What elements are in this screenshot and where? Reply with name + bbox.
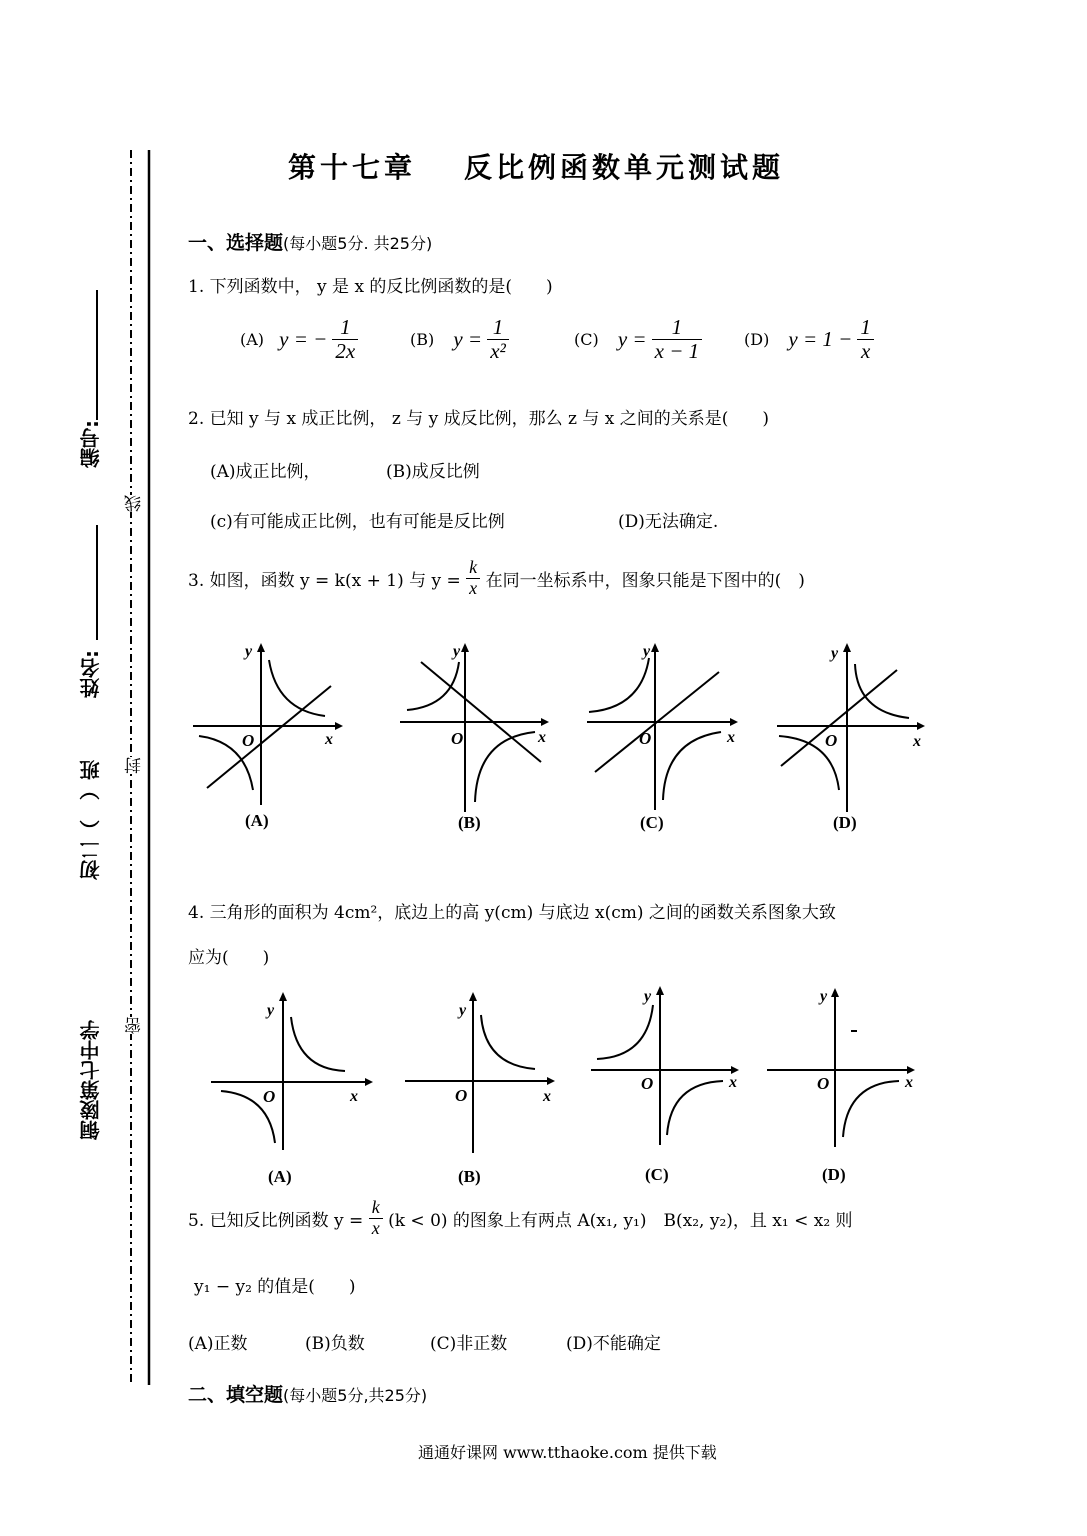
q2-option-a: (A)成正比例， [210,462,321,482]
section2-label: 二、填空题 [188,1384,284,1406]
section1-label: 一、选择题 [188,232,284,254]
q2-stem: 2. 已知 y 与 x 成正比例， z 与 y 成反比例，那么 z 与 x 之间的关系是( ) [188,409,770,429]
svg-text:x: x [543,1088,551,1105]
q4-graph-a [211,992,373,1150]
svg-text:O: O [263,1087,276,1106]
svg-text:x: x [325,731,333,748]
q5-stem-line2: y₁ − y₂ 的值是( ) [194,1277,356,1297]
q5-stem: 5. 已知反比例函数 y = $\frac{k}{x}$ (k < 0) 的图象上有两点 A(x₁, y₁) B(x₂, y₂)，且 x₁ < x₂ 则 [188,1197,853,1238]
svg-text:x: x [913,733,921,750]
q4-graph-d [767,988,915,1147]
number-label: 编号: [79,420,103,468]
q3-graph-b [400,643,549,812]
svg-text:y: y [453,643,461,660]
q1-option-a: (A) y = − $\frac{1}{2x}$ [240,316,358,363]
title-name: 反比例函数单元测试题 [464,151,785,184]
svg-text:y: y [831,645,839,662]
footer-credit: 通通好课网 www.tthaoke.com 提供下载 [418,1443,717,1462]
svg-text:y: y [820,988,828,1005]
svg-text:y: y [459,1002,467,1019]
q1-option-b: (B) y = $\frac{1}{\text{x²}}$ [410,316,509,363]
q4-stem-line2: 应为( ) [188,948,270,968]
q4-graph-c [591,986,739,1145]
title-chapter: 第十七章 [288,151,417,184]
q4-label-c: (C) [645,1165,669,1184]
q2-option-d: (D)无法确定. [618,512,719,532]
section1-note: (每小题5分. 共25分) [283,234,433,253]
svg-text:y: y [643,643,651,660]
q1-option-c: (C) y = $\frac{1}{x - 1}$ [574,316,702,363]
q5-option-d: (D)不能确定 [566,1334,661,1354]
svg-text:O: O [817,1074,830,1093]
q3-graphs [185,640,945,840]
svg-text:x: x [905,1074,913,1091]
section2-heading [188,1380,427,1407]
q3-label-c: (C) [640,813,664,832]
svg-text:O: O [825,731,838,750]
svg-text:x: x [729,1074,737,1091]
svg-text:x: x [727,729,735,746]
svg-text:O: O [455,1086,468,1105]
q2-option-c: (c)有可能成正比例，也有可能是反比例 [210,512,505,532]
svg-text:y: y [267,1002,275,1019]
binding-margin [0,0,160,1536]
q1-option-d: (D) y = 1 − $\frac{1}{x}$ [744,316,874,363]
svg-text:O: O [639,729,652,748]
q3-stem: 3. 如图，函数 y = k(x + 1) 与 y = $\frac{k}{x}$ 在同一坐标系中，图象只能是下图中的( ) [188,557,805,598]
svg-text:x: x [538,729,546,746]
q1-stem: 1. 下列函数中， y 是 x 的反比例函数的是( ) [188,277,553,297]
q4-graphs [205,985,945,1160]
q2-option-b: (B)成反比例 [386,462,480,482]
svg-text:O: O [641,1074,654,1093]
q3-label-d: (D) [833,813,857,832]
seal-line-label: 线 [122,495,147,512]
q5-option-c: (C)非正数 [430,1334,508,1354]
q5-option-b: (B)负数 [305,1334,365,1354]
section2-note: (每小题5分,共25分) [283,1386,428,1405]
section1-heading [188,228,432,255]
svg-text:O: O [242,731,255,750]
q4-stem-line1: 4. 三角形的面积为 4cm²，底边上的高 y(cm) 与底边 x(cm) 之间的函数关系图象大致 [188,903,836,923]
svg-text:y: y [644,988,652,1005]
page-title [288,146,784,186]
q3-graph-d [777,643,925,812]
svg-text:y: y [245,643,253,660]
seal-feng-label: 封 [122,757,147,774]
q5-option-a: (A)正数 [188,1334,248,1354]
q3-label-b: (B) [458,813,481,832]
q3-label-a: (A) [245,811,269,830]
q4-graph-b [405,992,555,1153]
q4-label-a: (A) [268,1167,292,1186]
q1-options [240,316,920,372]
seal-mi-label: 密 [122,1017,147,1034]
class-label: 初二（ ）班 [79,760,103,880]
school-name: 铜陵第七中学 [79,1020,103,1140]
q4-label-b: (B) [458,1167,481,1186]
q3-graph-a [193,643,343,805]
name-label: 姓名: [79,650,103,698]
q3-graph-c [587,643,738,810]
svg-text:x: x [350,1088,358,1105]
svg-text:O: O [451,729,464,748]
q4-label-d: (D) [822,1165,846,1184]
